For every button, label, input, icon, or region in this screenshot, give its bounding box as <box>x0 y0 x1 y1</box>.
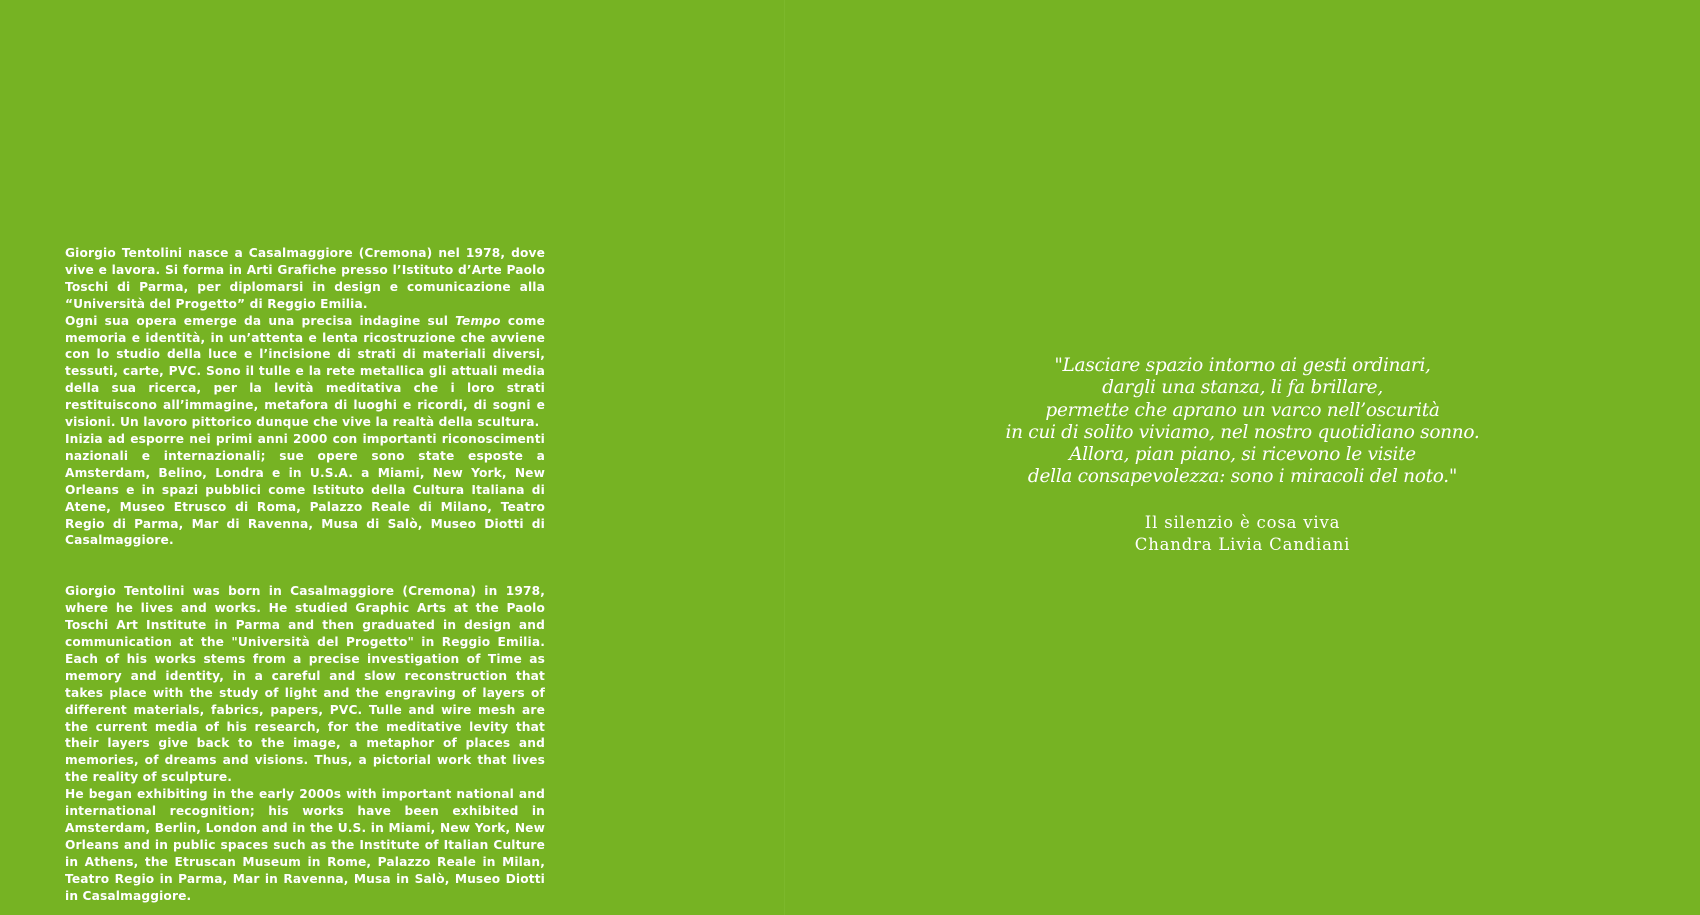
quote-block <box>785 355 1700 489</box>
bio-en-paragraph-1: Giorgio Tentolini was born in Casalmaggiore (Cremona) in 1978, where he lives and works. He studied Graphic Arts at the Paolo Toschi Art Institute in Parma and then graduated in design and communication at the "Università del Progetto" in Reggio Emilia. Each of his works stems from a precise investigation of Time as memory and identity, in a careful and slow reconstruction that takes place with the study of light and the engraving of layers of different materials, fabrics, papers, PVC. Tulle and wire mesh are the current media of his research, for the meditative levity that their layers give back to the image, a metaphor of places and memories, of dreams and visions. Thus, a pictorial work that lives the reality of sculpture. <box>65 584 545 785</box>
biography-italian <box>65 245 545 549</box>
quote-line: Allora, pian piano, si ricevono le visite <box>1069 444 1416 466</box>
quote-line: permette che aprano un varco nell’oscurità <box>1045 399 1440 421</box>
quote-source <box>785 512 1700 556</box>
bio-it-paragraph-3: Inizia ad esporre nei primi anni 2000 con importanti riconoscimenti nazionali e internazionali; sue opere sono state esposte a Amsterdam, Belino, Londra e in U.S.A. a Miami, New York, New Orleans e in spazi pubblici come Istituto della Cultura Italiana di Atene, Museo Etrusco di Roma, Palazzo Reale di Milano, Teatro Regio di Parma, Mar di Ravenna, Musa di Salò, Museo Diotti di Casalmaggiore. <box>65 431 545 548</box>
quote-line: "Lasciare spazio intorno ai gesti ordinari, <box>1054 355 1431 376</box>
bio-it-paragraph-2 <box>65 313 545 431</box>
quote-source-author: Chandra Livia Candiani <box>1134 534 1351 554</box>
quote-line: dargli una stanza, li fa brillare, <box>1102 377 1383 399</box>
quote-source-title: Il silenzio è cosa viva <box>1144 512 1341 532</box>
bio-it-paragraph-1: Giorgio Tentolini nasce a Casalmaggiore (Cremona) nel 1978, dove vive e lavora. Si forma in Arti Grafiche presso l’Istituto d’Arte Paolo Toschi di Parma, per diplomarsi in design e comunicazione alla “Università del Progetto” di Reggio Emilia. <box>65 246 545 311</box>
bio-en-paragraph-2: He began exhibiting in the early 2000s with important national and international recognition; his works have been exhibited in Amsterdam, Berlin, London and in the U.S. in Miami, New York, New Orleans and in public spaces such as the Institute of Italian Culture in Athens, the Etruscan Museum in Rome, Palazzo Reale in Milan, Teatro Regio in Parma, Mar in Ravenna, Musa in Salò, Museo Diotti in Casalmaggiore. <box>65 787 545 903</box>
bio-it-p2-before: Ogni sua opera emerge da una precisa indagine sul <box>65 313 456 328</box>
quote-line: della consapevolezza: sono i miracoli del noto." <box>1027 466 1458 488</box>
bio-it-p2-emphasis: Tempo <box>455 313 501 328</box>
right-page-quote <box>785 355 1700 556</box>
quote-line: in cui di solito viviamo, nel nostro quotidiano sonno. <box>1005 421 1480 443</box>
biography-english <box>65 583 545 904</box>
left-page-biography <box>65 245 545 905</box>
bio-it-p2-after: come memoria e identità, in un’attenta e lenta ricostruzione che avviene con lo studio della luce e l’incisione di strati di materiali diversi, tessuti, carte, PVC. Sono il tulle e la rete metallica gli attuali media della sua ricerca, per la levità meditativa che i loro strati restituiscono all’immagine, metafora di luoghi e ricordi, di sogni e visioni. Un lavoro pittorico dunque che vive la realtà della scultura. <box>65 313 545 430</box>
